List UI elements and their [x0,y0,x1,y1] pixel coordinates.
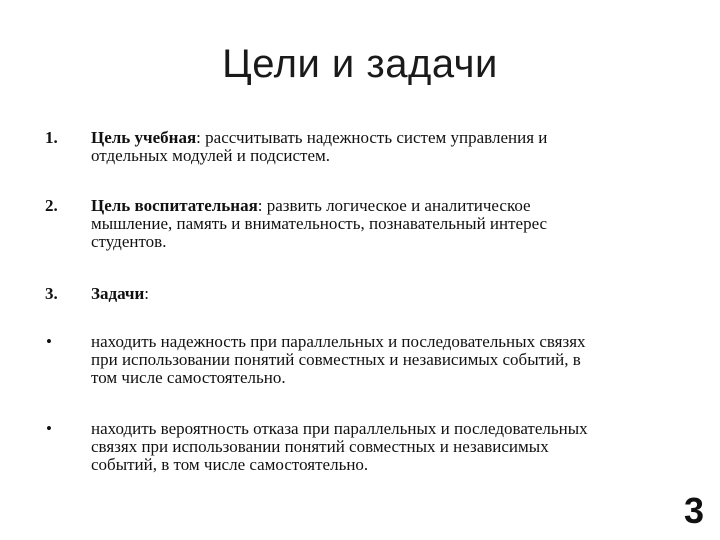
item-line: событий, в том числе самостоятельно. [91,455,369,474]
slide-title: Цели и задачи [222,42,498,86]
item-label: Задачи [91,284,145,303]
item-label: Цель учебная [91,128,197,147]
item-description: : [144,284,150,303]
item-number: 1. [45,128,58,147]
item-line: находить надежность при параллельных и последовательных связях [91,332,586,351]
page-number: 3 [684,490,705,531]
item-line: студентов. [91,232,167,251]
item-line: мышление, память и внимательность, познавательный интерес [91,214,548,233]
item-text [91,129,691,165]
item-description: : развить логическое и аналитическое [257,196,531,215]
item-text [91,197,691,251]
item-number: 3. [45,284,58,303]
bullet-icon: • [46,419,52,438]
item-line: отдельных модулей и подсистем. [91,146,331,165]
item-number: 2. [45,196,58,215]
item-description: : рассчитывать надежность систем управления и [196,128,548,147]
item-line: находить вероятность отказа при параллельных и последовательных [91,419,588,438]
item-text [91,333,691,387]
item-line: связях при использовании понятий совместных и независимых [91,437,549,456]
bullet-icon: • [46,332,52,351]
item-label: Цель воспитательная [91,196,258,215]
item-line: при использовании понятий совместных и независимых событий, в [91,350,581,369]
item-text [91,285,691,303]
item-text [91,420,691,474]
item-line: том числе самостоятельно. [91,368,286,387]
